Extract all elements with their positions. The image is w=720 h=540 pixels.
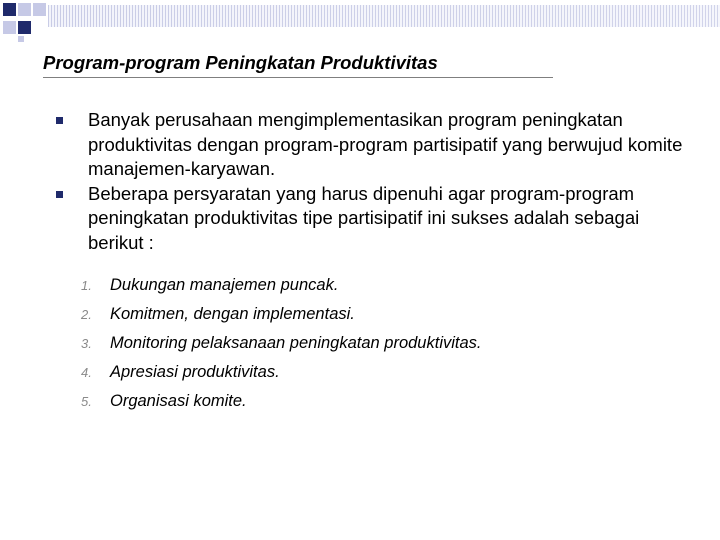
numbered-list [81,271,688,416]
bullet-text: Banyak perusahaan mengimplementasikan program peningkatan produktivitas dengan program-program partisipatif yang berwujud komite manajemen-karyawan. [88,109,683,179]
header-stripe-bar [48,5,720,27]
numbered-item [81,358,688,387]
decorative-square [18,21,31,34]
item-text: Dukungan manajemen puncak. [110,276,339,294]
decorative-square [18,3,31,16]
item-number: 3. [81,336,92,351]
item-number: 2. [81,307,92,322]
decorative-square [3,3,16,16]
decorative-square [3,21,16,34]
bullet-text: Beberapa persyaratan yang harus dipenuhi agar program-program peningkatan produktivitas tipe partisipatif ini sukses adalah sebagai berikut : [88,182,640,253]
decorative-square [18,36,24,42]
title-underline [43,77,553,78]
item-number: 1. [81,278,92,293]
numbered-item [81,387,688,416]
square-bullet-icon [56,191,63,198]
item-number: 4. [81,365,92,380]
bullet-item [44,108,684,182]
item-text: Apresiasi produktivitas. [110,363,280,381]
decorative-square [33,3,46,16]
numbered-list-container [81,271,688,416]
item-text: Monitoring pelaksanaan peningkatan produktivitas. [110,334,482,352]
square-bullet-icon [56,117,63,124]
bullet-item [44,182,684,256]
item-text: Organisasi komite. [110,392,247,410]
item-text: Komitmen, dengan implementasi. [110,305,355,323]
numbered-item [81,329,688,358]
bullet-list [44,108,684,255]
item-number: 5. [81,394,92,409]
numbered-item [81,300,688,329]
numbered-item [81,271,688,300]
slide-title: Program-program Peningkatan Produktivitas [43,52,438,73]
